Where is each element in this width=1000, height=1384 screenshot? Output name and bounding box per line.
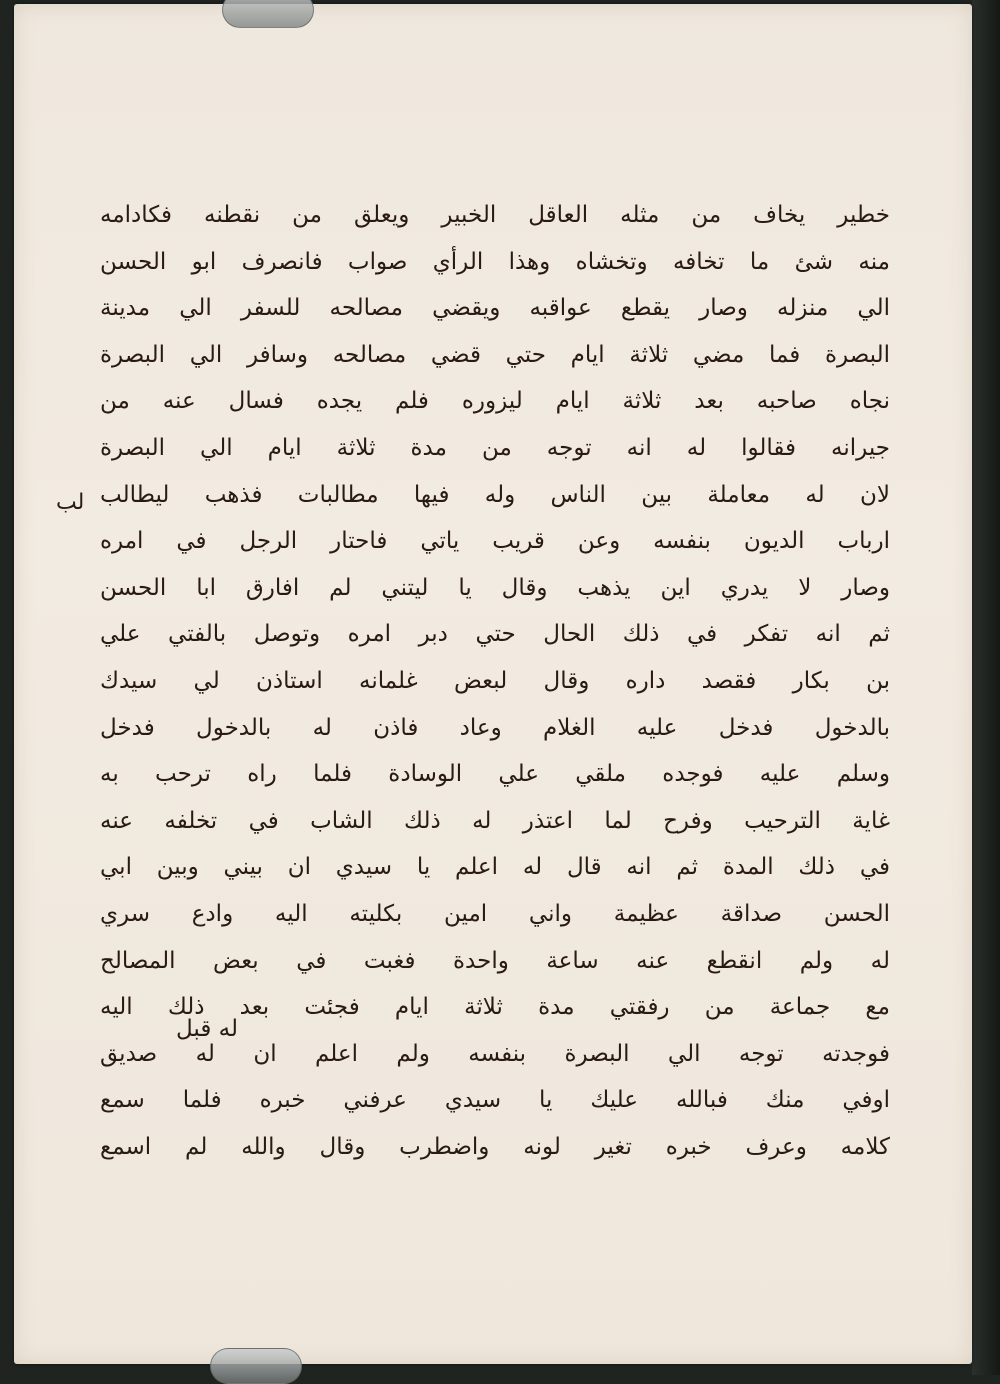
text-line: خطير يخاف من مثله العاقل الخبير ويعلق من نقطنه فكادامه xyxy=(100,202,890,228)
text-line: ارباب الديون بنفسه وعن قريب ياتي فاحتار الرجل في امره xyxy=(100,528,890,555)
text-line: منه شئ ما تخافه وتخشاه وهذا الرأي صواب فانصرف ابو الحسن xyxy=(100,248,890,275)
text-line: كلامه وعرف خبره تغير لونه واضطرب وقال والله لم اسمع xyxy=(100,1133,890,1160)
background-edge xyxy=(972,0,1000,1375)
text-line: الي منزله وصار يقطع عواقبه ويقضي مصالحه للسفر الي مدينة xyxy=(100,295,890,322)
text-line: بن بكار فقصد داره وقال لبعض غلمانه استاذن لي سيدك xyxy=(100,667,890,694)
text-line: فوجدته توجه الي البصرة بنفسه ولم اعلم ان له صديق xyxy=(100,1040,890,1067)
text-line: اوفي منك فبالله عليك يا سيدي عرفني خبره فلما سمع xyxy=(100,1087,890,1114)
text-line: وصار لا يدري اين يذهب وقال يا ليتني لم افارق ابا الحسن xyxy=(100,574,890,601)
text-line: مع جماعة من رفقتي مدة ثلاثة ايام فجئت بعد ذلك اليه xyxy=(100,994,890,1021)
text-line: بالدخول فدخل عليه الغلام وعاد فاذن له بالدخول فدخل xyxy=(100,714,890,741)
text-line: غاية الترحيب وفرح لما اعتذر له ذلك الشاب في تخلفه عنه xyxy=(100,807,890,834)
text-line: الحسن صداقة عظيمة واني امين بكليته اليه وادع سري xyxy=(100,900,890,927)
text-line: لان له معاملة بين الناس وله فيها مطالبات فذهب ليطالب xyxy=(100,481,890,508)
text-line: له ولم انقطع عنه ساعة واحدة فغبت في بعض المصالح xyxy=(100,947,890,974)
text-line: جيرانه فقالوا له انه توجه من مدة ثلاثة ايام الي البصرة xyxy=(100,434,890,461)
margin-note: لب xyxy=(56,490,85,515)
text-line: نجاه صاحبه بعد ثلاثة ايام ليزوره فلم يجده فسال عنه من xyxy=(100,388,890,415)
catchword: له قبل xyxy=(176,1016,239,1042)
text-line: ثم انه تفكر في ذلك الحال حتي دبر امره وتوصل بالفتي علي xyxy=(100,621,890,648)
text-line: وسلم عليه فوجده ملقي علي الوسادة فلما راه ترحب به xyxy=(100,761,890,788)
page-clip-bottom xyxy=(210,1348,302,1384)
page-clip-top xyxy=(222,0,314,28)
text-line: البصرة فما مضي ثلاثة ايام حتي قضي مصالحه وسافر الي البصرة xyxy=(100,341,890,368)
text-line: في ذلك المدة ثم انه قال له اعلم يا سيدي ان بيني وبين ابي xyxy=(100,854,890,881)
